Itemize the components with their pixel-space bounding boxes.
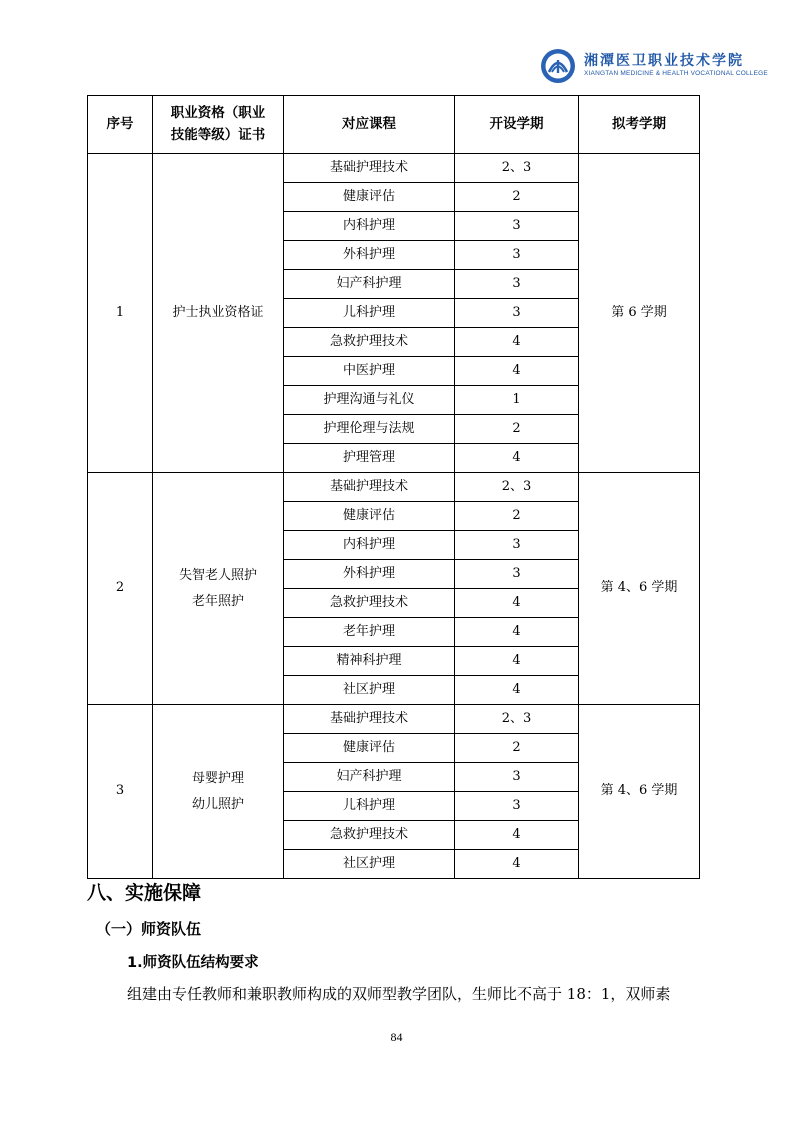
course-name: 健康评估 [284,734,455,763]
course-open-term: 4 [455,328,579,357]
certificate-name [153,154,284,473]
header-certificate-text: 职业资格（职业技能等级）证书 [170,104,266,143]
certificate-line: 老年照护 [191,593,244,609]
course-name: 老年护理 [284,618,455,647]
certificate-course-table [87,95,700,879]
course-name: 妇产科护理 [284,270,455,299]
course-name: 护理伦理与法规 [284,415,455,444]
table-header-row [88,96,700,154]
row-number: 2 [88,473,153,705]
course-open-term: 2、3 [455,154,579,183]
course-name: 急救护理技术 [284,589,455,618]
course-name: 内科护理 [284,212,455,241]
course-name: 基础护理技术 [284,473,455,502]
header-exam-term: 拟考学期 [579,96,700,154]
page-number: 84 [390,1030,403,1044]
row-number: 3 [88,705,153,879]
certificate-name [153,473,284,705]
certificate-line: 幼儿照护 [191,796,244,812]
exam-term: 第 4、6 学期 [579,705,700,879]
header-open-term: 开设学期 [455,96,579,154]
table-row [88,154,700,183]
course-open-term: 3 [455,241,579,270]
table-row [88,705,700,734]
header-certificate [153,96,284,154]
row-number: 1 [88,154,153,473]
exam-term: 第 4、6 学期 [579,473,700,705]
table-row [88,473,700,502]
course-name: 儿科护理 [284,299,455,328]
course-open-term: 3 [455,299,579,328]
course-open-term: 2 [455,502,579,531]
certificate-line: 失智老人照护 [178,567,257,583]
subsubsection-heading: 1.师资队伍结构要求 [127,955,259,971]
course-name: 外科护理 [284,560,455,589]
course-open-term: 4 [455,850,579,879]
certificate-line: 母婴护理 [191,770,244,786]
course-name: 健康评估 [284,183,455,212]
course-open-term: 2、3 [455,705,579,734]
course-name: 急救护理技术 [284,328,455,357]
course-open-term: 3 [455,270,579,299]
college-emblem-icon [540,48,576,84]
course-name: 护理沟通与礼仪 [284,386,455,415]
course-name: 精神科护理 [284,647,455,676]
course-open-term: 3 [455,792,579,821]
course-open-term: 4 [455,444,579,473]
course-name: 中医护理 [284,357,455,386]
course-open-term: 3 [455,212,579,241]
course-name: 健康评估 [284,502,455,531]
body-paragraph: 组建由专任教师和兼职教师构成的双师型教学团队，生师比不高于 18：1，双师素 [127,985,671,1003]
course-name: 护理管理 [284,444,455,473]
course-open-term: 4 [455,589,579,618]
course-name: 基础护理技术 [284,705,455,734]
course-open-term: 1 [455,386,579,415]
course-open-term: 3 [455,531,579,560]
course-name: 社区护理 [284,850,455,879]
logo-chinese-name: 湘潭医卫职业技术学院 [584,53,744,69]
course-name: 急救护理技术 [284,821,455,850]
course-open-term: 4 [455,647,579,676]
exam-term: 第 6 学期 [579,154,700,473]
section-heading: 八、实施保障 [87,882,202,904]
table-body [88,154,700,879]
course-open-term: 2、3 [455,473,579,502]
course-name: 基础护理技术 [284,154,455,183]
course-open-term: 4 [455,676,579,705]
course-open-term: 4 [455,821,579,850]
course-name: 妇产科护理 [284,763,455,792]
course-open-term: 2 [455,415,579,444]
course-name: 儿科护理 [284,792,455,821]
course-open-term: 4 [455,618,579,647]
course-open-term: 2 [455,734,579,763]
course-name: 内科护理 [284,531,455,560]
course-name: 外科护理 [284,241,455,270]
header-course: 对应课程 [284,96,455,154]
course-name: 社区护理 [284,676,455,705]
header-no: 序号 [88,96,153,154]
course-open-term: 3 [455,560,579,589]
course-open-term: 2 [455,183,579,212]
logo-english-name: XIANGTAN MEDICINE & HEALTH VOCATIONAL COLLEGE [584,70,768,77]
certificate-name [153,705,284,879]
course-open-term: 3 [455,763,579,792]
course-open-term: 4 [455,357,579,386]
certificate-line: 护士执业资格证 [172,305,264,320]
college-logo [540,48,768,88]
subsection-heading: （一）师资队伍 [96,920,202,938]
